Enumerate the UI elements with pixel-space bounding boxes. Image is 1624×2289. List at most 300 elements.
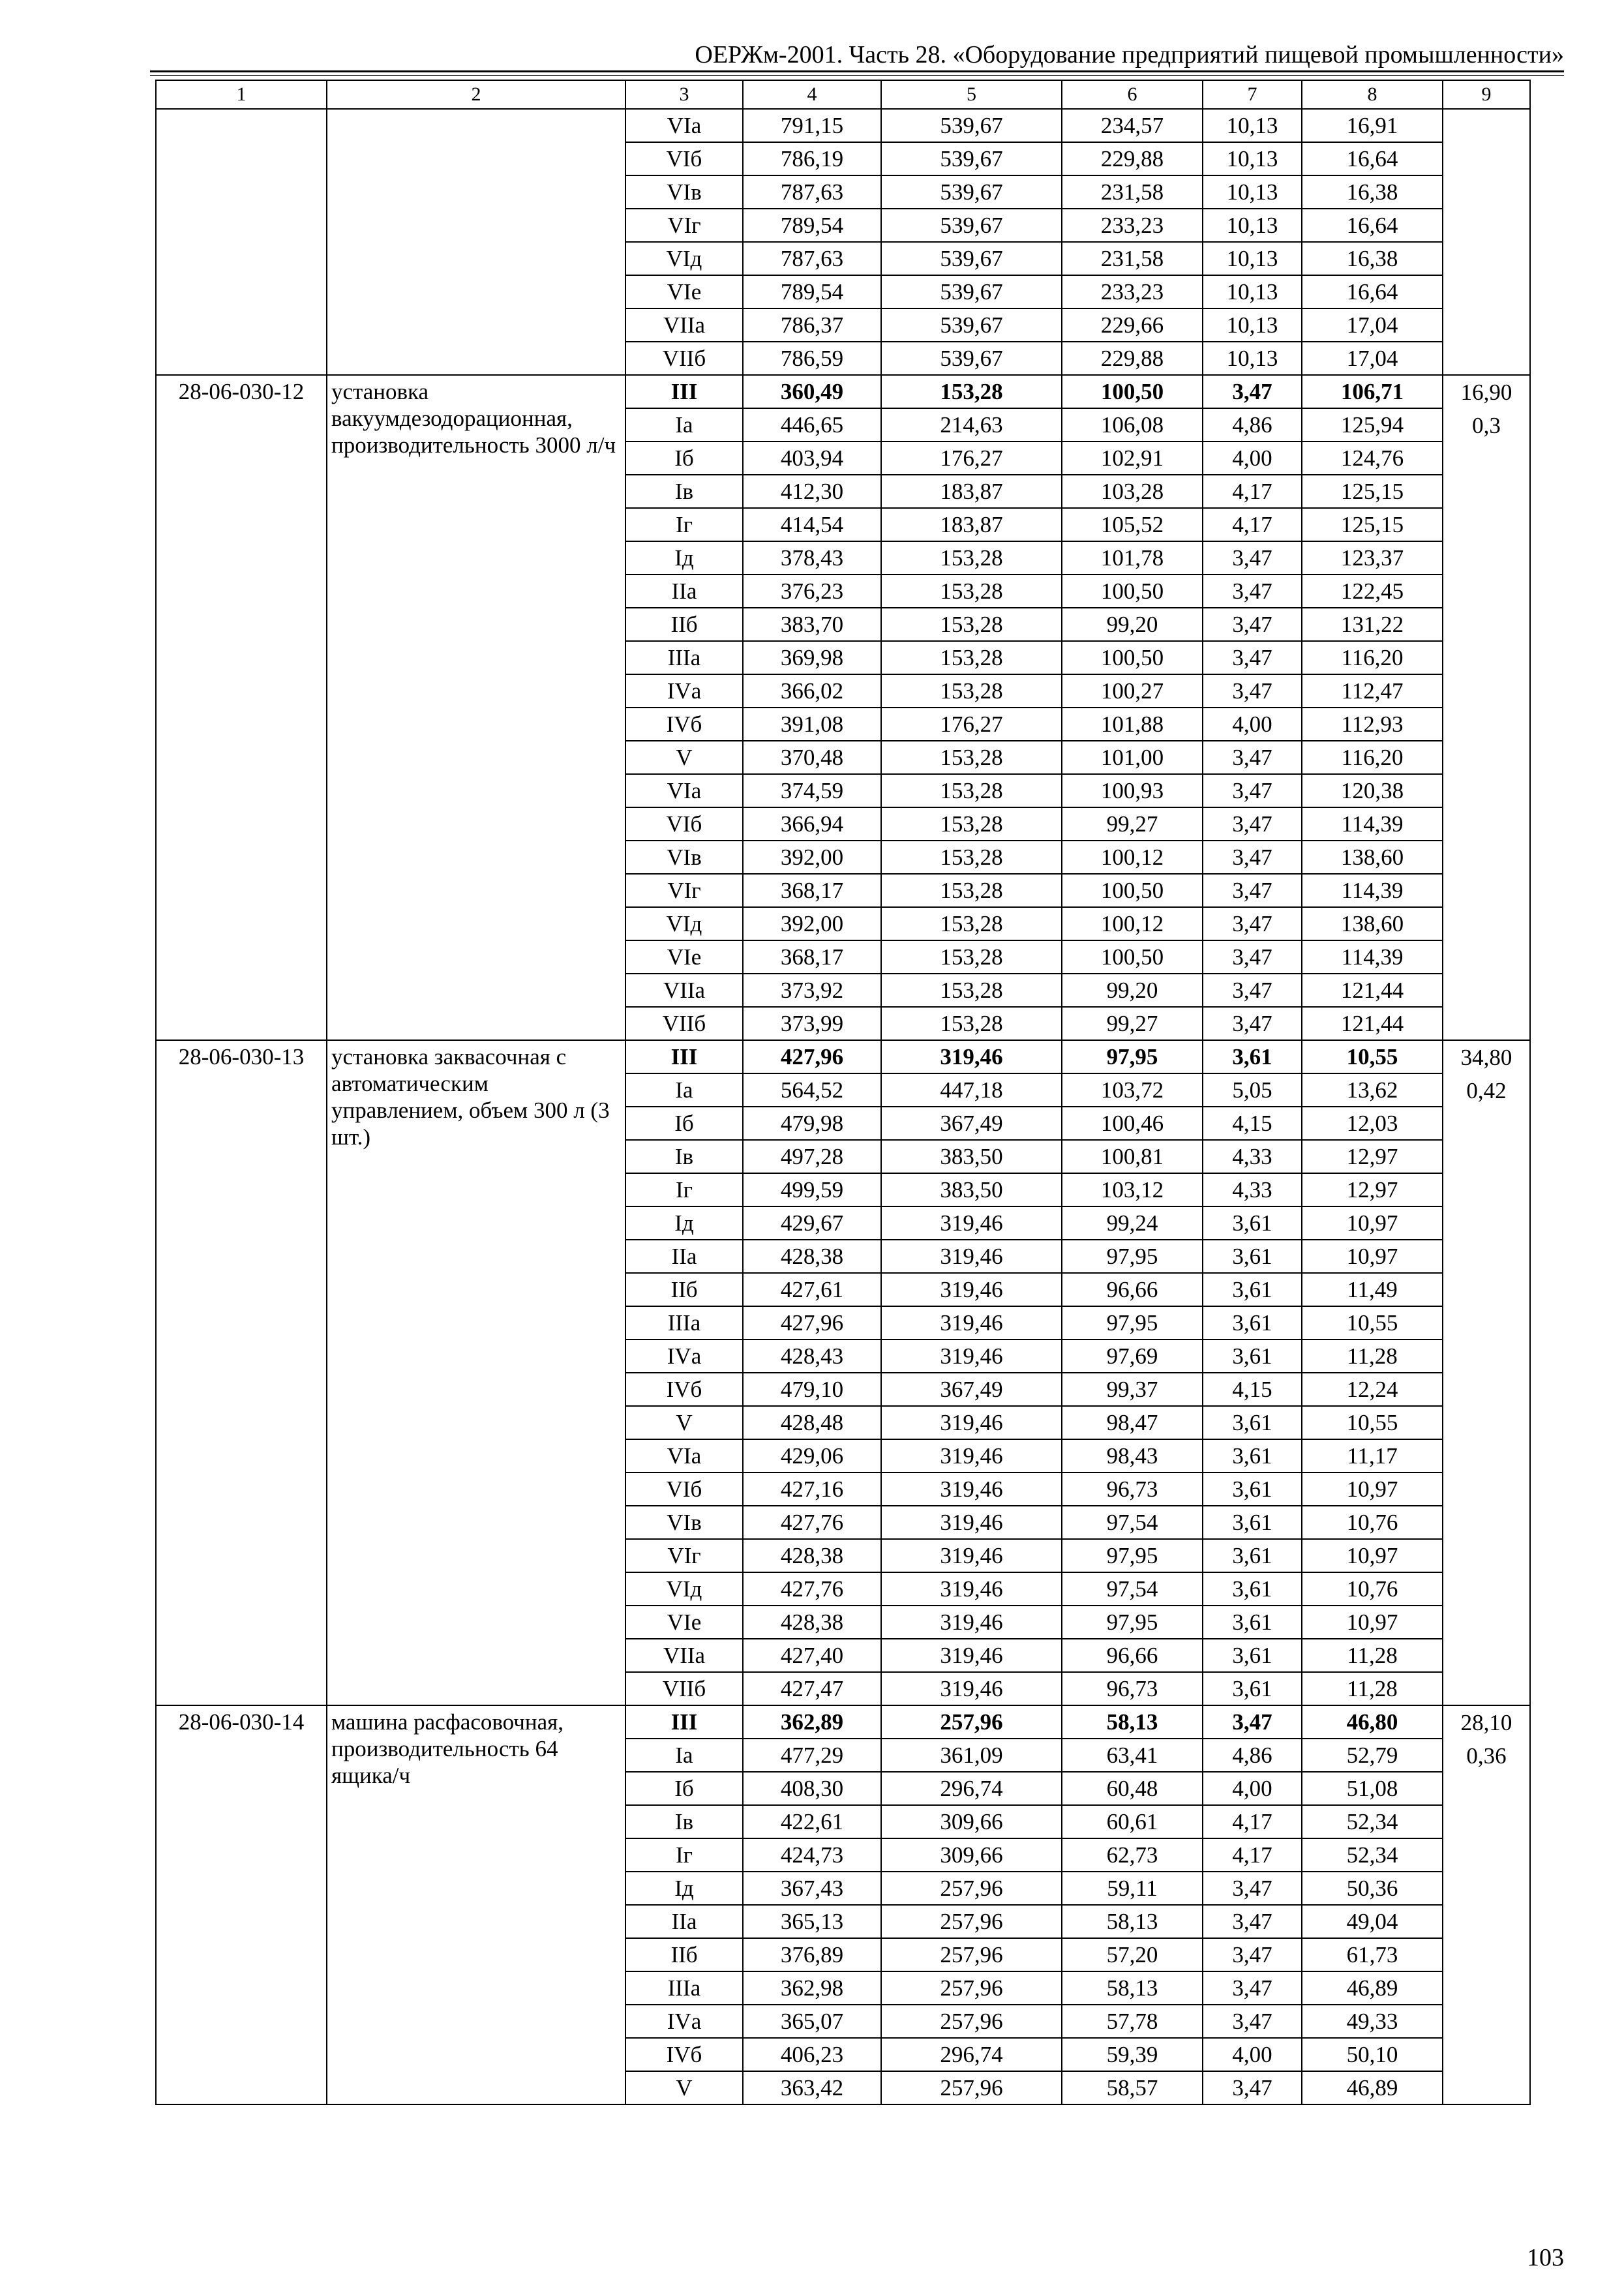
column-number: 6 (1062, 80, 1203, 109)
rates-table (155, 80, 1531, 2105)
column-number: 5 (881, 80, 1062, 109)
column-number: 8 (1302, 80, 1443, 109)
value-cell: 10,13 (1203, 175, 1302, 209)
value-cell: 214,63 (881, 408, 1062, 441)
value-cell: 3,61 (1203, 1040, 1302, 1073)
value-cell: 153,28 (881, 641, 1062, 674)
value-cell: 12,24 (1302, 1373, 1443, 1406)
header-rule (150, 70, 1564, 72)
value-cell: 99,37 (1062, 1373, 1203, 1406)
value-cell: 103,28 (1062, 475, 1203, 508)
value-cell: 101,78 (1062, 541, 1203, 575)
value-cell: 3,47 (1203, 874, 1302, 907)
value-cell: 3,47 (1203, 1705, 1302, 1739)
value-cell: 361,09 (881, 1739, 1062, 1772)
zone-cell: III (625, 1040, 743, 1073)
value-cell: 50,36 (1302, 1872, 1443, 1905)
value-cell: 3,61 (1203, 1206, 1302, 1240)
value-cell: 100,27 (1062, 674, 1203, 708)
value-cell: 16,91 (1302, 109, 1443, 142)
equipment-price-cell (1443, 375, 1530, 1040)
value-cell: 51,08 (1302, 1772, 1443, 1805)
value-cell: 52,79 (1302, 1739, 1443, 1772)
value-cell: 3,61 (1203, 1406, 1302, 1439)
zone-cell: Iд (625, 541, 743, 575)
value-cell: 424,73 (743, 1838, 881, 1872)
rate-code: 28-06-030-13 (156, 1040, 327, 1705)
value-cell: 16,64 (1302, 275, 1443, 308)
value-cell: 125,15 (1302, 508, 1443, 541)
column-number: 1 (156, 80, 327, 109)
value-cell: 10,13 (1203, 342, 1302, 375)
value-cell: 52,34 (1302, 1838, 1443, 1872)
value-cell: 427,16 (743, 1473, 881, 1506)
value-cell: 367,49 (881, 1373, 1062, 1406)
value-cell: 11,28 (1302, 1639, 1443, 1672)
zone-cell: IIIа (625, 1306, 743, 1339)
column-number-row (156, 80, 1530, 109)
value-cell: 427,96 (743, 1040, 881, 1073)
value-cell: 101,00 (1062, 741, 1203, 774)
value-cell: 539,67 (881, 209, 1062, 242)
value-cell: 50,10 (1302, 2038, 1443, 2071)
value-cell: 13,62 (1302, 1073, 1443, 1107)
value-cell: 3,61 (1203, 1639, 1302, 1672)
value-cell: 49,04 (1302, 1905, 1443, 1938)
value-cell: 4,17 (1203, 475, 1302, 508)
value-cell: 257,96 (881, 2071, 1062, 2104)
value-cell: 3,47 (1203, 1938, 1302, 1971)
value-cell: 176,27 (881, 708, 1062, 741)
value-cell: 564,52 (743, 1073, 881, 1107)
zone-cell: VIг (625, 209, 743, 242)
value-cell: 100,12 (1062, 907, 1203, 940)
value-cell: 100,50 (1062, 375, 1203, 408)
value-cell: 479,10 (743, 1373, 881, 1406)
value-cell: 3,61 (1203, 1606, 1302, 1639)
zone-cell: VIв (625, 841, 743, 874)
zone-cell: Iа (625, 1073, 743, 1107)
value-cell: 319,46 (881, 1273, 1062, 1306)
value-cell: 116,20 (1302, 741, 1443, 774)
zone-cell: VIа (625, 774, 743, 807)
value-cell: 3,47 (1203, 1007, 1302, 1040)
value-cell: 429,67 (743, 1206, 881, 1240)
zone-cell: IVб (625, 1373, 743, 1406)
value-cell: 786,37 (743, 308, 881, 342)
value-cell: 231,58 (1062, 242, 1203, 275)
zone-cell: VIIб (625, 1672, 743, 1705)
value-cell: 153,28 (881, 1007, 1062, 1040)
value-cell: 153,28 (881, 741, 1062, 774)
value-cell: 789,54 (743, 209, 881, 242)
value-cell: 427,40 (743, 1639, 881, 1672)
value-cell: 120,38 (1302, 774, 1443, 807)
value-cell: 3,61 (1203, 1306, 1302, 1339)
value-cell: 539,67 (881, 342, 1062, 375)
value-cell: 412,30 (743, 475, 881, 508)
zone-cell: VIг (625, 1539, 743, 1572)
value-cell: 10,55 (1302, 1406, 1443, 1439)
value-cell: 3,61 (1203, 1672, 1302, 1705)
value-cell: 61,73 (1302, 1938, 1443, 1971)
value-cell: 153,28 (881, 674, 1062, 708)
value-cell: 403,94 (743, 441, 881, 475)
value-cell: 58,13 (1062, 1905, 1203, 1938)
value-cell: 116,20 (1302, 641, 1443, 674)
value-cell: 99,24 (1062, 1206, 1203, 1240)
value-cell: 100,50 (1062, 575, 1203, 608)
value-cell: 3,47 (1203, 1971, 1302, 2005)
value-cell: 309,66 (881, 1805, 1062, 1838)
value-cell: 153,28 (881, 774, 1062, 807)
value-cell: 499,59 (743, 1173, 881, 1206)
value-cell: 100,93 (1062, 774, 1203, 807)
value-cell: 4,17 (1203, 1838, 1302, 1872)
value-cell: 3,61 (1203, 1339, 1302, 1373)
header-rule-thin (150, 75, 1564, 76)
value-cell: 5,05 (1203, 1073, 1302, 1107)
equipment-price: 34,80 (1460, 1045, 1512, 1070)
zone-cell: VIб (625, 142, 743, 175)
value-cell: 62,73 (1062, 1838, 1203, 1872)
zone-cell: IVа (625, 674, 743, 708)
zone-cell: IIа (625, 1905, 743, 1938)
value-cell: 183,87 (881, 508, 1062, 541)
value-cell: 125,94 (1302, 408, 1443, 441)
zone-cell: VIв (625, 1506, 743, 1539)
value-cell: 319,46 (881, 1473, 1062, 1506)
value-cell: 4,00 (1203, 1772, 1302, 1805)
value-cell: 406,23 (743, 2038, 881, 2071)
value-cell: 229,66 (1062, 308, 1203, 342)
value-cell: 539,67 (881, 275, 1062, 308)
zone-cell: VIа (625, 109, 743, 142)
value-cell: 309,66 (881, 1838, 1062, 1872)
value-cell: 373,92 (743, 974, 881, 1007)
column-number: 7 (1203, 80, 1302, 109)
value-cell: 392,00 (743, 907, 881, 940)
value-cell: 103,12 (1062, 1173, 1203, 1206)
value-cell: 786,59 (743, 342, 881, 375)
value-cell: 122,45 (1302, 575, 1443, 608)
value-cell: 4,15 (1203, 1373, 1302, 1406)
value-cell: 428,38 (743, 1240, 881, 1273)
value-cell: 497,28 (743, 1140, 881, 1173)
value-cell: 4,17 (1203, 1805, 1302, 1838)
value-cell: 123,37 (1302, 541, 1443, 575)
value-cell: 16,38 (1302, 175, 1443, 209)
zone-cell: IVа (625, 2005, 743, 2038)
rate-description: установка заквасочная с автоматическим управлением, объем 300 л (3 шт.) (327, 1040, 625, 1705)
value-cell: 16,64 (1302, 209, 1443, 242)
value-cell: 257,96 (881, 1905, 1062, 1938)
value-cell: 376,23 (743, 575, 881, 608)
value-cell: 99,27 (1062, 807, 1203, 841)
value-cell: 131,22 (1302, 608, 1443, 641)
value-cell: 114,39 (1302, 940, 1443, 974)
value-cell: 138,60 (1302, 907, 1443, 940)
value-cell: 427,61 (743, 1273, 881, 1306)
column-number: 4 (743, 80, 881, 109)
rate-description: машина расфасовочная, производительность 64 ящика/ч (327, 1705, 625, 2104)
value-cell: 229,88 (1062, 342, 1203, 375)
value-cell: 176,27 (881, 441, 1062, 475)
value-cell: 11,28 (1302, 1672, 1443, 1705)
value-cell: 99,20 (1062, 608, 1203, 641)
value-cell: 96,66 (1062, 1273, 1203, 1306)
value-cell: 319,46 (881, 1639, 1062, 1672)
value-cell: 3,61 (1203, 1439, 1302, 1473)
value-cell: 58,13 (1062, 1705, 1203, 1739)
value-cell: 46,89 (1302, 1971, 1443, 2005)
value-cell: 59,39 (1062, 2038, 1203, 2071)
value-cell: 4,00 (1203, 2038, 1302, 2071)
value-cell: 3,47 (1203, 807, 1302, 841)
value-cell: 97,54 (1062, 1572, 1203, 1606)
value-cell: 153,28 (881, 375, 1062, 408)
value-cell: 3,47 (1203, 974, 1302, 1007)
value-cell: 98,43 (1062, 1439, 1203, 1473)
value-cell: 4,00 (1203, 708, 1302, 741)
table-row (156, 1705, 1530, 1739)
value-cell: 124,76 (1302, 441, 1443, 475)
page-number: 103 (1527, 2244, 1564, 2271)
value-cell: 362,98 (743, 1971, 881, 2005)
zone-cell: VIIб (625, 342, 743, 375)
value-cell: 234,57 (1062, 109, 1203, 142)
value-cell: 17,04 (1302, 342, 1443, 375)
zone-cell: VIIа (625, 974, 743, 1007)
zone-cell: IVб (625, 708, 743, 741)
value-cell: 4,86 (1203, 408, 1302, 441)
value-cell: 46,89 (1302, 2071, 1443, 2104)
value-cell: 231,58 (1062, 175, 1203, 209)
value-cell: 60,61 (1062, 1805, 1203, 1838)
value-cell: 319,46 (881, 1240, 1062, 1273)
value-cell: 3,47 (1203, 2005, 1302, 2038)
value-cell: 319,46 (881, 1572, 1062, 1606)
rate-code (156, 109, 327, 375)
value-cell: 153,28 (881, 874, 1062, 907)
value-cell: 57,78 (1062, 2005, 1203, 2038)
value-cell: 3,61 (1203, 1473, 1302, 1506)
zone-cell: V (625, 2071, 743, 2104)
zone-cell: Iб (625, 1107, 743, 1140)
value-cell: 319,46 (881, 1439, 1062, 1473)
value-cell: 3,47 (1203, 841, 1302, 874)
zone-cell: VIб (625, 807, 743, 841)
zone-cell: IIIа (625, 1971, 743, 2005)
value-cell: 374,59 (743, 774, 881, 807)
value-cell: 257,96 (881, 1971, 1062, 2005)
value-cell: 296,74 (881, 2038, 1062, 2071)
zone-cell: VIе (625, 1606, 743, 1639)
value-cell: 3,61 (1203, 1506, 1302, 1539)
value-cell: 3,61 (1203, 1539, 1302, 1572)
value-cell: 233,23 (1062, 275, 1203, 308)
value-cell: 10,13 (1203, 242, 1302, 275)
zone-cell: Iг (625, 1173, 743, 1206)
value-cell: 153,28 (881, 575, 1062, 608)
value-cell: 63,41 (1062, 1739, 1203, 1772)
value-cell: 414,54 (743, 508, 881, 541)
value-cell: 392,00 (743, 841, 881, 874)
value-cell: 3,47 (1203, 674, 1302, 708)
value-cell: 319,46 (881, 1339, 1062, 1373)
value-cell: 96,73 (1062, 1473, 1203, 1506)
zone-cell: IVа (625, 1339, 743, 1373)
value-cell: 103,72 (1062, 1073, 1203, 1107)
value-cell: 10,97 (1302, 1539, 1443, 1572)
value-cell: 429,06 (743, 1439, 881, 1473)
value-cell: 427,96 (743, 1306, 881, 1339)
table-row (156, 375, 1530, 408)
value-cell: 447,18 (881, 1073, 1062, 1107)
value-cell: 153,28 (881, 841, 1062, 874)
value-cell: 408,30 (743, 1772, 881, 1805)
value-cell: 363,42 (743, 2071, 881, 2104)
value-cell: 10,76 (1302, 1506, 1443, 1539)
value-cell: 10,55 (1302, 1040, 1443, 1073)
rate-code: 28-06-030-12 (156, 375, 327, 1040)
value-cell: 786,19 (743, 142, 881, 175)
zone-cell: Iд (625, 1206, 743, 1240)
rate-code: 28-06-030-14 (156, 1705, 327, 2104)
zone-cell: IIIа (625, 641, 743, 674)
zone-cell: Iб (625, 1772, 743, 1805)
value-cell: 3,47 (1203, 741, 1302, 774)
value-cell: 4,15 (1203, 1107, 1302, 1140)
zone-cell: Iв (625, 1140, 743, 1173)
value-cell: 319,46 (881, 1306, 1062, 1339)
value-cell: 46,80 (1302, 1705, 1443, 1739)
value-cell: 257,96 (881, 1938, 1062, 1971)
value-cell: 153,28 (881, 907, 1062, 940)
zone-cell: IIа (625, 1240, 743, 1273)
zone-cell: VIд (625, 1572, 743, 1606)
value-cell: 49,33 (1302, 2005, 1443, 2038)
value-cell: 378,43 (743, 541, 881, 575)
value-cell: 97,95 (1062, 1040, 1203, 1073)
value-cell: 539,67 (881, 109, 1062, 142)
value-cell: 3,47 (1203, 375, 1302, 408)
value-cell: 183,87 (881, 475, 1062, 508)
value-cell: 10,13 (1203, 209, 1302, 242)
value-cell: 96,73 (1062, 1672, 1203, 1705)
rate-description: установка вакуумдезодорационная, производительность 3000 л/ч (327, 375, 625, 1040)
zone-cell: IVб (625, 2038, 743, 2071)
value-cell: 367,43 (743, 1872, 881, 1905)
value-cell: 112,47 (1302, 674, 1443, 708)
value-cell: 427,76 (743, 1506, 881, 1539)
value-cell: 10,97 (1302, 1206, 1443, 1240)
value-cell: 121,44 (1302, 974, 1443, 1007)
value-cell: 370,48 (743, 741, 881, 774)
zone-cell: VIб (625, 1473, 743, 1506)
zone-cell: IIб (625, 1273, 743, 1306)
value-cell: 12,03 (1302, 1107, 1443, 1140)
zone-cell: VIв (625, 175, 743, 209)
value-cell: 106,08 (1062, 408, 1203, 441)
value-cell: 3,61 (1203, 1572, 1302, 1606)
value-cell: 539,67 (881, 142, 1062, 175)
value-cell: 3,47 (1203, 1872, 1302, 1905)
value-cell: 97,69 (1062, 1339, 1203, 1373)
value-cell: 369,98 (743, 641, 881, 674)
column-number: 3 (625, 80, 743, 109)
value-cell: 360,49 (743, 375, 881, 408)
value-cell: 16,64 (1302, 142, 1443, 175)
table-row (156, 109, 1530, 142)
value-cell: 121,44 (1302, 1007, 1443, 1040)
value-cell: 138,60 (1302, 841, 1443, 874)
value-cell: 97,95 (1062, 1606, 1203, 1639)
price-coefficient: 0,3 (1472, 413, 1501, 438)
value-cell: 3,47 (1203, 1905, 1302, 1938)
value-cell: 3,47 (1203, 575, 1302, 608)
value-cell: 100,81 (1062, 1140, 1203, 1173)
value-cell: 114,39 (1302, 874, 1443, 907)
value-cell: 60,48 (1062, 1772, 1203, 1805)
column-number: 2 (327, 80, 625, 109)
value-cell: 11,28 (1302, 1339, 1443, 1373)
value-cell: 3,47 (1203, 541, 1302, 575)
value-cell: 787,63 (743, 242, 881, 275)
value-cell: 10,13 (1203, 109, 1302, 142)
value-cell: 319,46 (881, 1606, 1062, 1639)
value-cell: 11,17 (1302, 1439, 1443, 1473)
value-cell: 257,96 (881, 2005, 1062, 2038)
value-cell: 100,50 (1062, 940, 1203, 974)
value-cell: 428,38 (743, 1539, 881, 1572)
value-cell: 3,61 (1203, 1240, 1302, 1273)
value-cell: 319,46 (881, 1040, 1062, 1073)
value-cell: 97,95 (1062, 1240, 1203, 1273)
value-cell: 366,02 (743, 674, 881, 708)
value-cell: 153,28 (881, 974, 1062, 1007)
value-cell: 57,20 (1062, 1938, 1203, 1971)
value-cell: 97,54 (1062, 1506, 1203, 1539)
zone-cell: Iд (625, 1872, 743, 1905)
value-cell: 383,50 (881, 1173, 1062, 1206)
zone-cell: VIIб (625, 1007, 743, 1040)
value-cell: 257,96 (881, 1705, 1062, 1739)
value-cell: 477,29 (743, 1739, 881, 1772)
value-cell: 97,95 (1062, 1539, 1203, 1572)
value-cell: 98,47 (1062, 1406, 1203, 1439)
value-cell: 58,13 (1062, 1971, 1203, 2005)
zone-cell: VIе (625, 940, 743, 974)
equipment-price-cell (1443, 1040, 1530, 1705)
value-cell: 3,47 (1203, 608, 1302, 641)
value-cell: 4,33 (1203, 1140, 1302, 1173)
value-cell: 319,46 (881, 1506, 1062, 1539)
value-cell: 100,50 (1062, 874, 1203, 907)
value-cell: 4,17 (1203, 508, 1302, 541)
value-cell: 12,97 (1302, 1173, 1443, 1206)
value-cell: 96,66 (1062, 1639, 1203, 1672)
column-number: 9 (1443, 80, 1530, 109)
zone-cell: Iг (625, 1838, 743, 1872)
value-cell: 10,97 (1302, 1240, 1443, 1273)
value-cell: 12,97 (1302, 1140, 1443, 1173)
zone-cell: V (625, 741, 743, 774)
value-cell: 99,20 (1062, 974, 1203, 1007)
value-cell: 99,27 (1062, 1007, 1203, 1040)
value-cell: 3,47 (1203, 2071, 1302, 2104)
value-cell: 100,46 (1062, 1107, 1203, 1140)
